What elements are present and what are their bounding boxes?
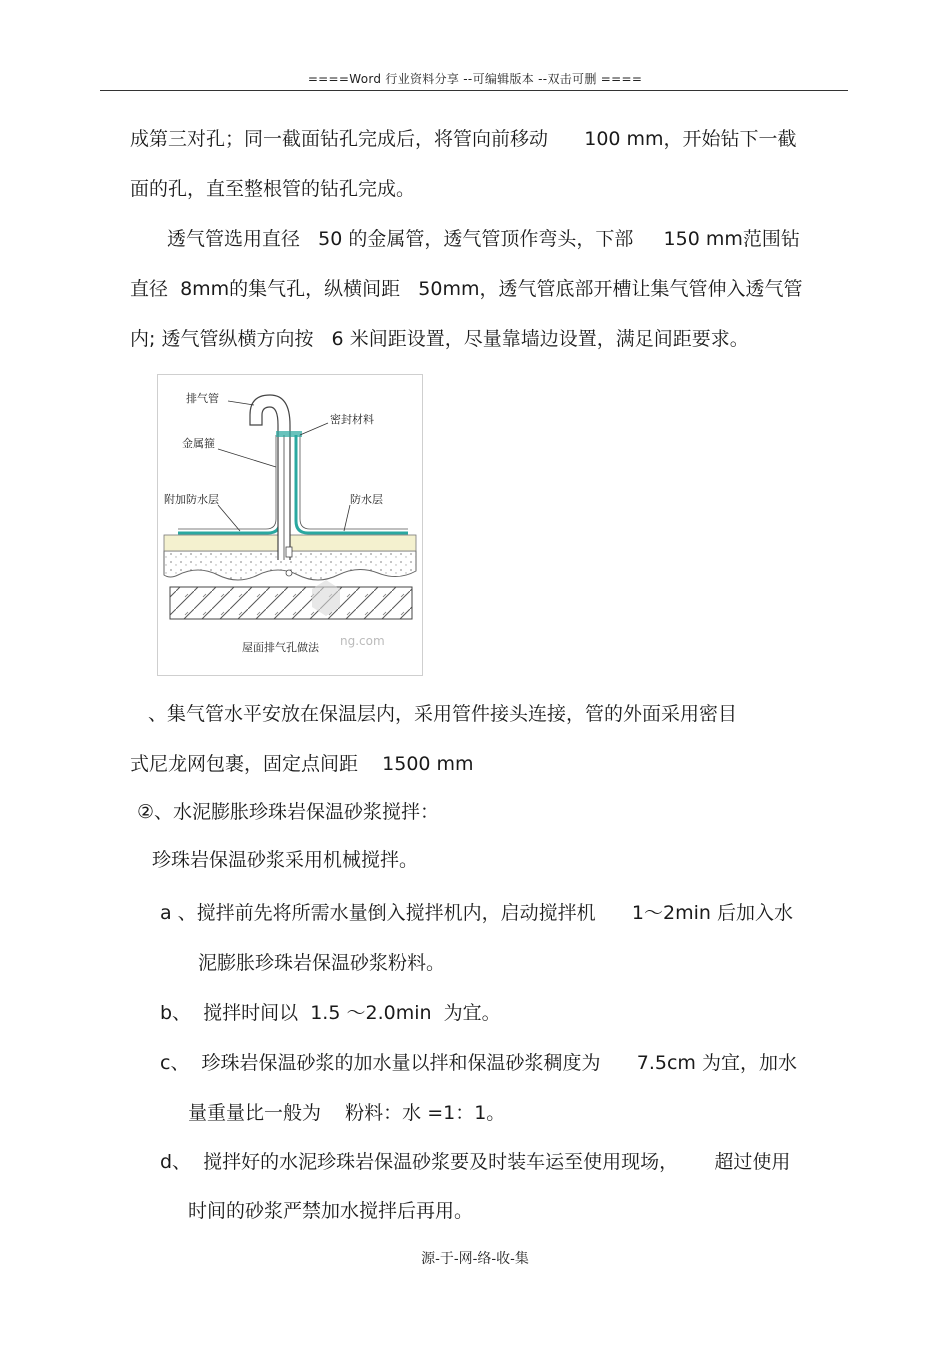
list-item-d-cont: 时间的砂浆严禁加水搅拌后再用。 [188,1200,474,1222]
label-metal-hoop: 金属箍 [182,437,215,450]
page-footer: 源-于-网-络-收-集 [421,1251,529,1267]
paragraph-line-5: 内; 透气管纵横方向按 6 米间距设置，尽量靠墙边设置，满足间距要求。 [130,328,749,350]
paragraph-line-2: 面的孔，直至整根管的钻孔完成。 [130,178,416,200]
leader-extra-waterproof [218,505,240,531]
body-line-1: 、集气管水平安放在保温层内，采用管件接头连接，管的外面采用密目 [148,703,738,725]
paragraph-line-4: 直径 8mm的集气孔，纵横间距 50mm，透气管底部开槽让集气管伸入透气管 [130,278,803,300]
page-header: ====Word 行业资料分享 --可编辑版本 --双击可删 ==== [307,72,643,86]
figure-caption: 屋面排气孔做法 [242,641,319,654]
leader-metal-hoop [218,449,276,467]
leader-sealant [300,423,328,435]
label-waterproof: 防水层 [350,493,383,506]
list-item-a: a 、搅拌前先将所需水量倒入搅拌机内，启动搅拌机 1～2min 后加入水 [160,902,793,924]
body-line-3: ②、水泥膨胀珍珠岩保温砂浆搅拌： [137,801,440,823]
leader-exhaust-pipe [228,401,254,405]
watermark-text: ng.com [340,634,385,648]
list-item-c-cont: 量重量比一般为 粉料：水 =1：1。 [188,1102,506,1124]
waterproof-layer [296,435,408,533]
label-extra-waterproof: 附加防水层 [164,493,219,506]
label-sealant: 密封材料 [330,413,374,426]
roof-vent-drawing [158,375,422,675]
collector-hole [286,570,292,576]
body-line-2: 式尼龙网包裹，固定点间距 1500 mm [130,753,474,775]
list-item-a-cont: 泥膨胀珍珠岩保温砂浆粉料。 [198,952,446,974]
pipe-slot [286,547,292,557]
sealant-block [276,431,302,437]
paragraph-line-3: 透气管选用直径 50 的金属管，透气管顶作弯头，下部 150 mm范围钻 [167,228,800,250]
list-item-b: b、 搅拌时间以 1.5 ～2.0min 为宜。 [160,1002,501,1024]
paragraph-line-1: 成第三对孔；同一截面钻孔完成后，将管向前移动 100 mm，开始钻下一截 [130,128,797,150]
structural-slab [170,587,412,619]
body-line-4: 珍珠岩保温砂浆采用机械搅拌。 [152,849,419,871]
label-exhaust-pipe: 排气管 [186,392,219,405]
leader-waterproof [344,505,350,531]
list-item-c: c、 珍珠岩保温砂浆的加水量以拌和保温砂浆稠度为 7.5cm 为宜，加水 [160,1052,797,1074]
header-divider [100,90,848,91]
list-item-d: d、 搅拌好的水泥珍珠岩保温砂浆要及时装车运至使用现场， 超过使用 [160,1151,791,1173]
roof-vent-diagram [157,374,423,676]
